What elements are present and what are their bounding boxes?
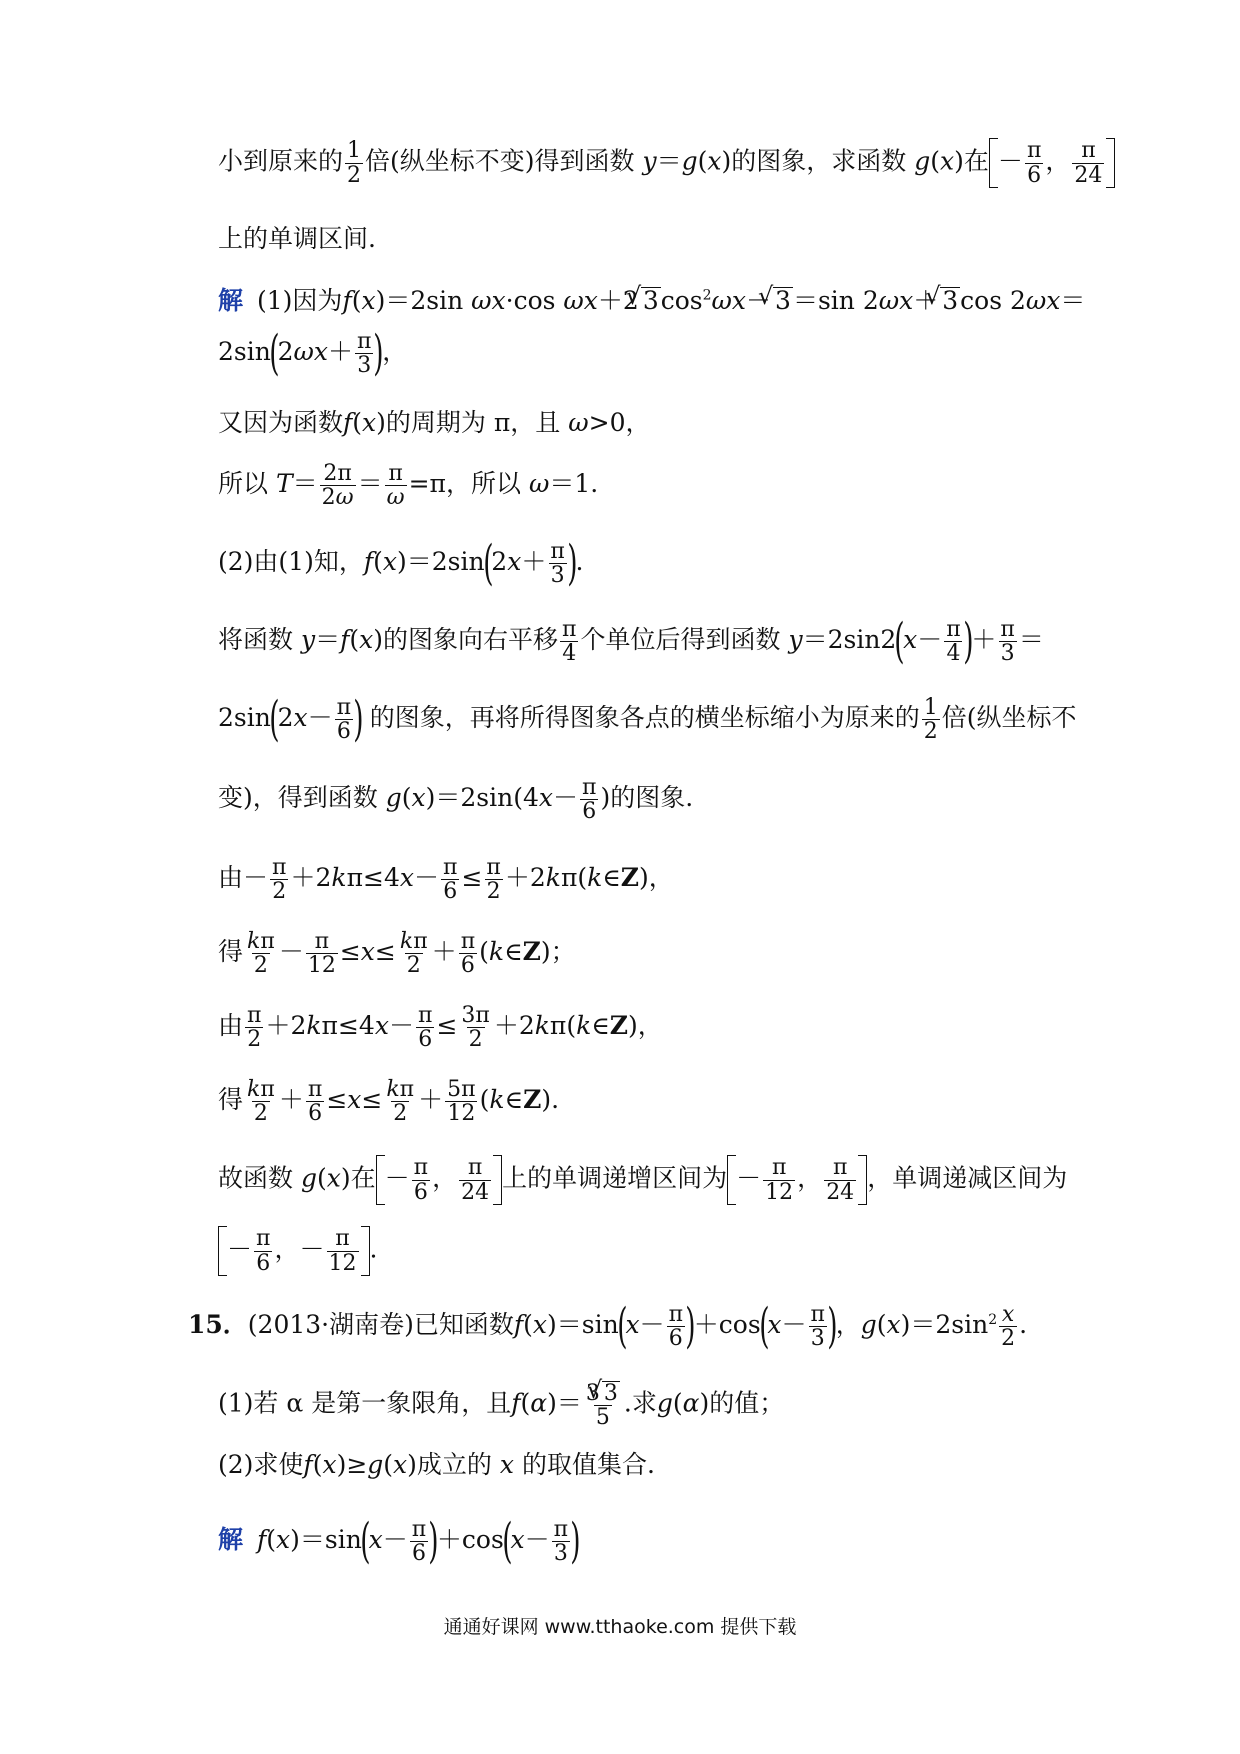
solution-line-9: 由－ $\frac{\pi}{2}$ ＋2kπ≤4x－ $\frac{\pi}{6}$ ≤ $\frac{\pi}{2}$ ＋2kπ(k∈Z)，: [218, 855, 674, 905]
solution-line-10: 得 $\frac{k\pi}{2}$ － $\frac{\pi}{12}$ ≤x≤ $\frac{k\pi}{2}$ ＋ $\frac{\pi}{6}$ (k∈Z)；: [218, 929, 576, 979]
solution-label: 解: [218, 286, 244, 315]
solution-line-5: (2)由(1)知，f(x)＝2sin(2x＋ $\frac{\pi}{3}$ ).: [218, 535, 584, 592]
solution-line-13: 故函数 g(x)在 － $\frac{\pi}{6}$ ， $\frac{\pi}{24}$ 上的单调递增区间为 － $\frac{\pi}{12}$ ， $\frac{\pi}{24}$ ，单调递减区间为: [218, 1155, 1068, 1205]
solution-line-14: － $\frac{\pi}{6}$ ，－ $\frac{\pi}{12}$ .: [218, 1226, 377, 1276]
solution-line-11: 由 $\frac{\pi}{2}$ ＋2kπ≤4x－ $\frac{\pi}{6}$ ≤ $\frac{3\pi}{2}$ ＋2kπ(k∈Z)，: [218, 1003, 663, 1053]
solution-line-2: 2sin(2ωx＋ $\frac{\pi}{3}$ )，: [218, 325, 408, 382]
solution-line-8: 变)，得到函数 g(x)＝2sin(4x－ $\frac{\pi}{6}$ )的图象.: [218, 775, 694, 825]
fraction: $\frac{1}{2}$: [347, 138, 362, 188]
solution-line-4: 所以 T＝ $\frac{2\pi}{2\omega}$ ＝ $\frac{\pi}{\omega}$ =π，所以 ω＝1.: [218, 461, 599, 511]
page-footer: 通通好课网 www.tthaoke.com 提供下载: [443, 1616, 797, 1638]
solution-label: 解: [218, 1525, 244, 1555]
text-line-1: 小到原来的 $\frac{1}{2}$ 倍(纵坐标不变)得到函数 y＝g(x)的图象，求函数 g(x)在 － $\frac{\pi}{6}$ ， $\frac{\pi}{24}$: [218, 138, 1115, 188]
text-line-2: 上的单调区间.: [218, 224, 376, 253]
question-15: 15．(2013·湖南卷)已知函数f(x)＝sin(x－ $\frac{\pi}{6}$ )＋cos(x－ $\frac{\pi}{3}$ )，$g(x)=2\sin^2$ $\frac{x}{2}$ .: [188, 1298, 1028, 1355]
solution-line-7: 2sin(2x－ $\frac{\pi}{6}$ ) 的图象，再将所得图象各点的横坐标缩小为原来的 $\frac{1}{2}$ 倍(纵坐标不: [218, 691, 1077, 748]
solution-line-3: 又因为函数f(x)的周期为 π，且 ω>0，: [218, 408, 651, 437]
question-15-part-1: (1)若 α 是第一象限角，且f(α)＝ $\frac{3√ 3}{5}$ .求g(α)的值；: [218, 1381, 784, 1429]
solution-line-1: 解 (1)因为f(x)＝2sin ωx·cos ωx＋2√ $3\cos^2\omega x-√$ 3＝sin 2ωx＋√ 3cos 2ωx＝: [218, 287, 1085, 313]
question-15-part-2: (2)求使f(x)≥g(x)成立的 x 的取值集合.: [218, 1450, 655, 1479]
solution-line-6: 将函数 y＝f(x)的图象向右平移 $\frac{\pi}{4}$ 个单位后得到函数 y＝2sin2(x－ $\frac{\pi}{4}$ )＋ $\frac{\pi}{3}$ ＝: [218, 613, 1044, 670]
solution-15: 解 f(x)＝sin(x－ $\frac{\pi}{6}$ )＋cos(x－ $\frac{\pi}{3}$ ): [218, 1513, 581, 1570]
solution-line-12: 得 $\frac{k\pi}{2}$ ＋ $\frac{\pi}{6}$ ≤x≤ $\frac{k\pi}{2}$ ＋ $\frac{5\pi}{12}$ (k∈Z).: [218, 1077, 560, 1127]
